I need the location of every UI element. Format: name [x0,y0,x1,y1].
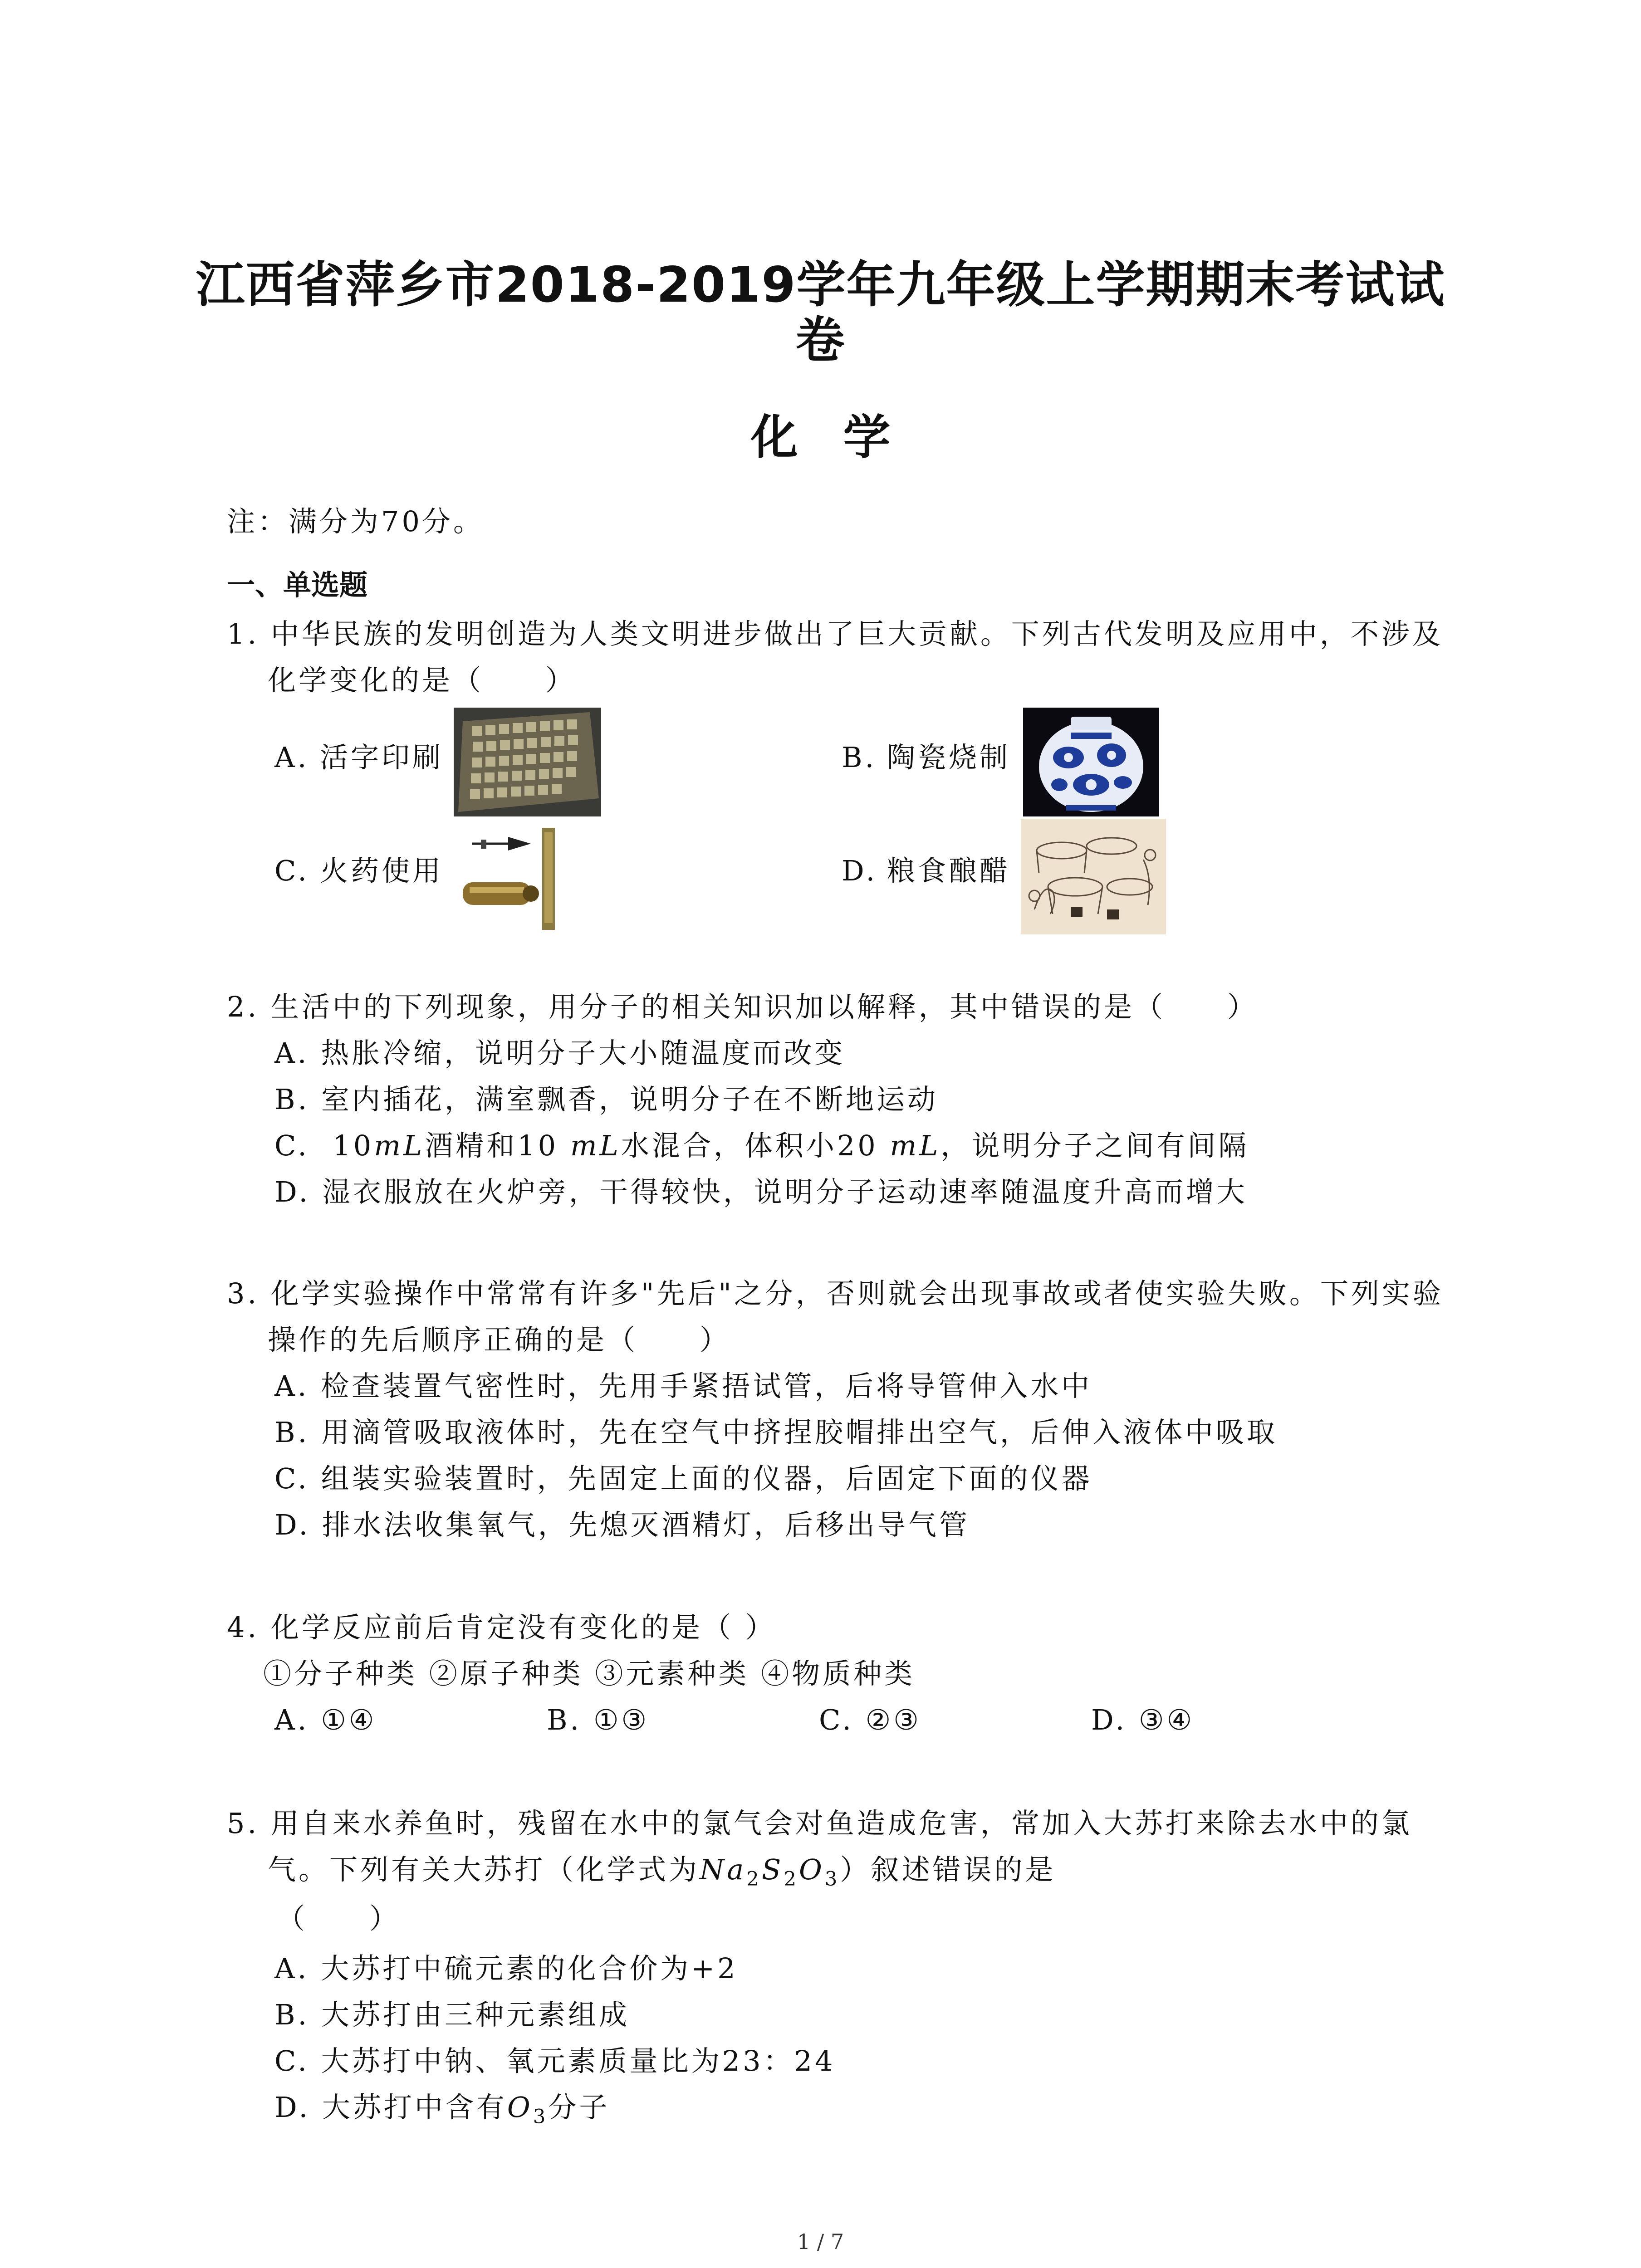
section-heading: 一、单选题 [227,568,368,601]
score-note: 注：满分为70分。 [227,505,484,538]
gunpowder-rocket-image [454,823,585,934]
q5-stem-line1: 5. 用自来水养鱼时，残留在水中的氯气会对鱼造成危害，常加入大苏打来除去水中的氯 [227,1807,1412,1840]
q3-stem-line1: 3. 化学实验操作中常常有许多"先后"之分，否则就会出现事故或者使实验失败。下列实验 [227,1277,1444,1310]
q2-option-c[interactable]: C. 10mL酒精和10 mL水混合，体积小20 mL，说明分子之间有间隔 [274,1129,1249,1162]
q3-option-d[interactable]: D. 排水法收集氧气，先熄灭酒精灯，后移出导气管 [274,1508,970,1541]
page-title-line2: 卷 [795,312,846,369]
q4-option-b[interactable]: B. ①③ [547,1703,650,1736]
q4-option-d[interactable]: D. ③④ [1091,1703,1195,1736]
q1-option-c[interactable]: C. 火药使用 [274,854,444,887]
q5-option-d[interactable]: D. 大苏打中含有$O_3$分子 [274,2091,610,2128]
q4-stem-line1: 4. 化学反应前后肯定没有变化的是（ ） [227,1611,776,1644]
q3-option-b[interactable]: B. 用滴管吸取液体时，先在空气中挤捏胶帽排出空气，后伸入液体中吸取 [274,1416,1278,1449]
q2-option-a[interactable]: A. 热胀冷缩，说明分子大小随温度而改变 [274,1036,846,1070]
q1-option-d[interactable]: D. 粮食酿醋 [842,854,1011,887]
q4-stem-line2: ①分子种类 ②原子种类 ③元素种类 ④物质种类 [263,1657,916,1690]
q4-option-c[interactable]: C. ②③ [819,1703,921,1736]
q2-option-d[interactable]: D. 湿衣服放在火炉旁，干得较快，说明分子运动速率随温度升高而增大 [274,1175,1248,1208]
page-number: 1 / 7 [797,2229,844,2254]
q5-option-a[interactable]: A. 大苏打中硫元素的化合价为+2 [274,1952,738,1985]
q3-option-c[interactable]: C. 组装实验装置时，先固定上面的仪器，后固定下面的仪器 [274,1462,1092,1495]
subject-title: 化学 [750,410,936,465]
q2-option-b[interactable]: B. 室内插花，满室飘香，说明分子在不断地运动 [274,1083,938,1116]
q1-option-a[interactable]: A. 活字印刷 [274,741,444,774]
q1-stem-line1: 1. 中华民族的发明创造为人类文明进步做出了巨大贡献。下列古代发明及应用中，不涉及 [227,617,1443,650]
q5-option-b[interactable]: B. 大苏打由三种元素组成 [274,1998,630,2031]
q3-option-a[interactable]: A. 检查装置气密性时，先用手紧捂试管，后将导管伸入水中 [274,1369,1092,1403]
q5-stem-line2: 气。下列有关大苏打（化学式为$Na_2S_2O_3$）叙述错误的是 [268,1853,1056,1891]
porcelain-jar-image [1023,708,1159,816]
movable-type-printing-image [454,708,601,816]
q1-option-b[interactable]: B. 陶瓷烧制 [842,741,1011,774]
q5-option-c[interactable]: C. 大苏打中钠、氧元素质量比为23：24 [274,2044,836,2077]
q2-stem: 2. 生活中的下列现象，用分子的相关知识加以解释，其中错误的是（ ） [227,990,1258,1023]
q1-stem-line2: 化学变化的是（ ） [268,664,577,697]
vinegar-brewing-image [1021,819,1166,934]
q4-option-a[interactable]: A. ①④ [274,1703,377,1736]
page-title-line1: 江西省萍乡市2018-2019学年九年级上学期期末考试试 [196,257,1445,313]
q5-stem-line3: （ ） [277,1902,401,1935]
q3-stem-line2: 操作的先后顺序正确的是（ ） [268,1323,731,1356]
